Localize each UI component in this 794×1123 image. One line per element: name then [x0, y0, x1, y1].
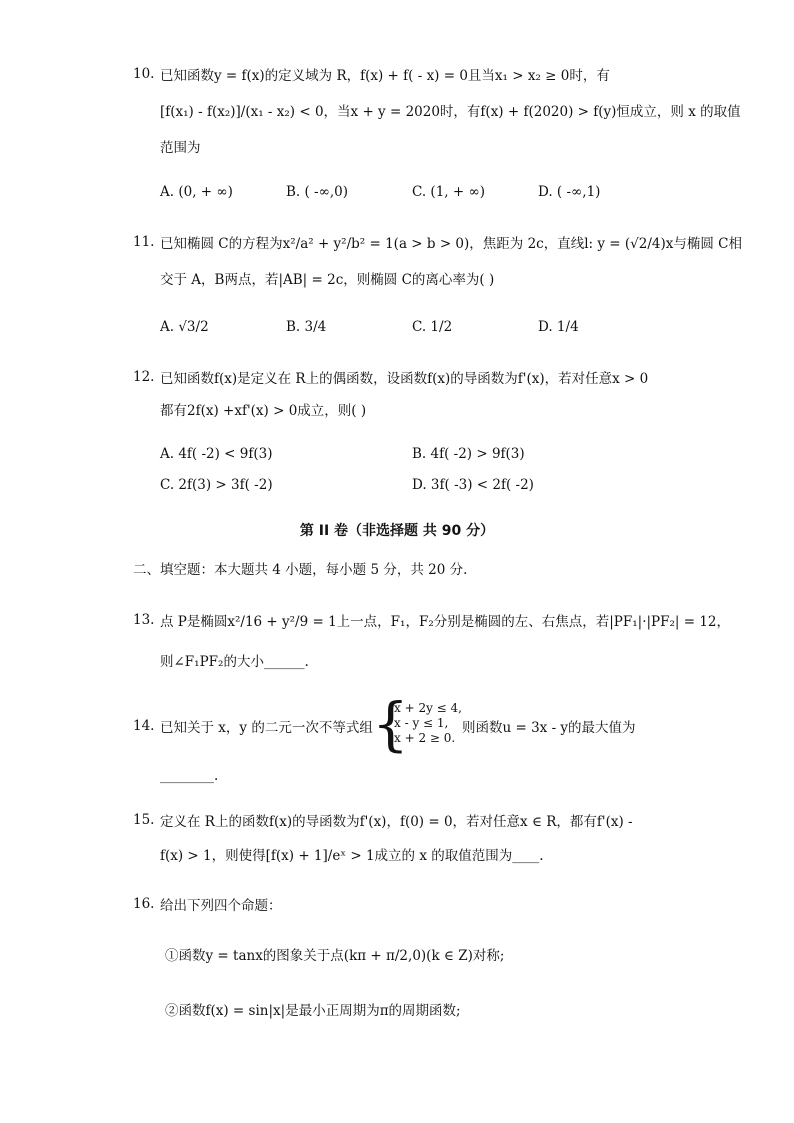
- question-text-line: 则∠F₁PF₂的大小______.: [160, 654, 309, 670]
- option-c: C. (1, + ∞): [412, 184, 485, 200]
- question-text-line: 范围为: [160, 140, 201, 156]
- option-b: B. 4f( -2) > 9f(3): [412, 446, 525, 462]
- question-text-line: 都有2f(x) +xf'(x) > 0成立，则( ): [160, 403, 367, 419]
- question-text-line: 已知椭圆 C的方程为x²/a² + y²/b² = 1(a > b > 0)，焦距为 2c，直线l: y = (√2/4)x与椭圆 C相: [160, 236, 742, 252]
- question-number: 12.: [133, 369, 155, 385]
- proposition-item: ①函数y = tanx的图象关于点(kπ + π/2,0)(k ∈ Z)对称;: [165, 948, 505, 964]
- question-text-line: 点 P是椭圆x²/16 + y²/9 = 1上一点，F₁，F₂分别是椭圆的左、右焦点，若|PF₁|·|PF₂| = 12，: [160, 614, 731, 630]
- inequality-row: x - y ≤ 1,: [394, 716, 449, 730]
- option-b: B. ( -∞,0): [286, 184, 349, 200]
- inequality-row: x + 2 ≥ 0.: [394, 731, 456, 745]
- question-number: 13.: [133, 612, 155, 628]
- question-text-line: 交于 A，B两点，若|AB| = 2c，则椭圆 C的离心率为( ): [160, 272, 495, 288]
- question-text-line: 已知函数y = f(x)的定义域为 R，f(x) + f( - x) = 0且当x₁ > x₂ ≥ 0时，有: [160, 68, 610, 84]
- question-text-line: f(x) > 1，则使得[f(x) + 1]/eˣ > 1成立的 x 的取值范围为____.: [160, 848, 544, 864]
- option-b: B. 3/4: [286, 319, 327, 335]
- question-number: 11.: [133, 234, 155, 250]
- option-c: C. 1/2: [412, 319, 453, 335]
- option-d: D. ( -∞,1): [538, 184, 601, 200]
- left-brace-icon: {: [372, 690, 409, 758]
- option-c: C. 2f(3) > 3f( -2): [160, 477, 273, 493]
- option-d: D. 1/4: [538, 319, 579, 335]
- option-a: A. 4f( -2) < 9f(3): [160, 446, 273, 462]
- inequality-row: x + 2y ≤ 4,: [394, 701, 462, 715]
- inequality-system: [394, 701, 462, 746]
- option-a: A. (0, + ∞): [160, 184, 233, 200]
- question-text-line: 定义在 R上的函数f(x)的导函数为f'(x)，f(0) = 0，若对任意x ∈ R，都有f'(x) -: [160, 814, 633, 830]
- question-number: 14.: [133, 718, 155, 734]
- question-text-line: 已知函数f(x)是定义在 R上的偶函数，设函数f(x)的导函数为f'(x)，若对任意x > 0: [160, 371, 649, 387]
- option-d: D. 3f( -3) < 2f( -2): [412, 477, 534, 493]
- question-number: 16.: [133, 896, 155, 912]
- section-heading: 二、填空题：本大题共 4 小题，每小题 5 分，共 20 分.: [133, 562, 468, 578]
- question-text-line: 已知关于 x，y 的二元一次不等式组: [160, 720, 373, 736]
- question-number: 15.: [133, 812, 155, 828]
- option-a: A. √3/2: [160, 319, 209, 335]
- question-text-line: 给出下列四个命题：: [160, 898, 282, 914]
- answer-blank: ________.: [160, 768, 219, 784]
- proposition-item: ②函数f(x) = sin|x|是最小正周期为π的周期函数;: [165, 1003, 461, 1019]
- question-number: 10.: [133, 66, 155, 82]
- question-text-line: [f(x₁) - f(x₂)]/(x₁ - x₂) < 0，当x + y = 2020时，有f(x) + f(2020) > f(y)恒成立，则 x 的取值: [160, 104, 741, 120]
- question-text-line: 则函数u = 3x - y的最大值为: [462, 720, 636, 736]
- section-title: 第 II 卷（非选择题 共 90 分）: [299, 523, 495, 539]
